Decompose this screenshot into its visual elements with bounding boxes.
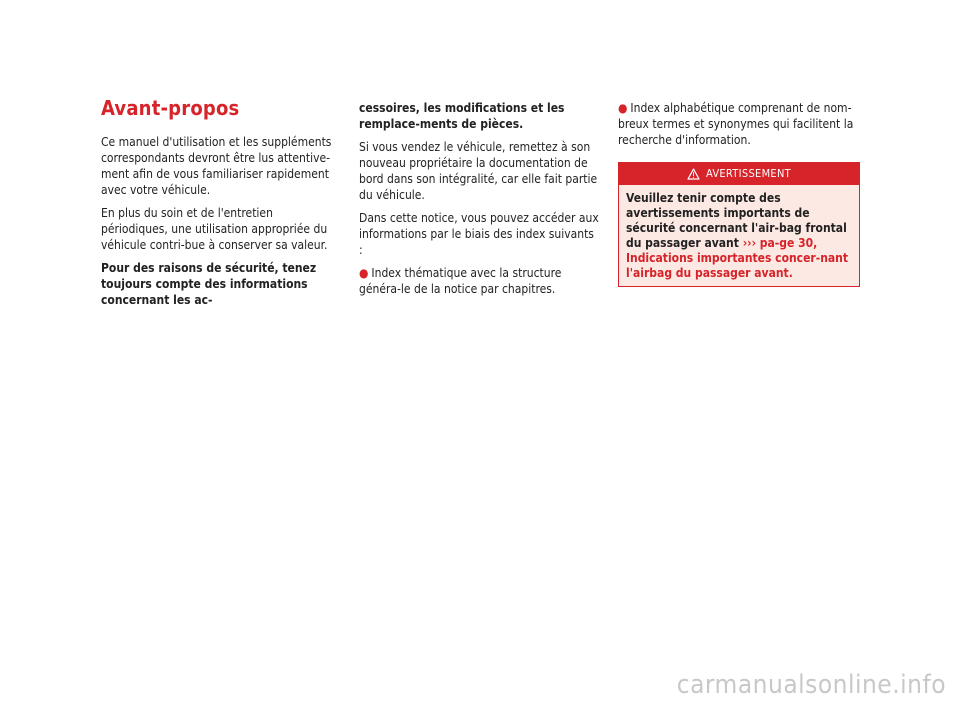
warning-triangle-icon (687, 168, 700, 180)
list-item-text: Index thématique avec la structure généra-le de la notice par chapitres. (359, 266, 562, 296)
resale-paragraph: Si vous vendez le véhicule, remettez à son nouveau propriétaire la documentation de bord dans son intégralité, car elle fait partie du véhicule. (359, 140, 598, 202)
list-item (359, 265, 599, 297)
list-item (618, 100, 860, 148)
warning-body (619, 185, 859, 286)
warning-header (619, 163, 859, 185)
warning-title: AVERTISSEMENT (705, 167, 792, 180)
watermark: carmanualsonline.info (676, 670, 946, 700)
intro-paragraph: Ce manuel d'utilisation et les suppléments correspondants devront être lus attentive-ment afin de vous familiariser rapidement avec votre véhicule. (101, 135, 332, 197)
care-paragraph: En plus du soin et de l'entretien périodiques, une utilisation appropriée du véhicule contri-bue à conserver sa valeur. (101, 206, 328, 252)
column-3 (618, 100, 860, 287)
index-intro-paragraph: Dans cette notice, vous pouvez accéder aux informations par le biais des index suivants : (359, 211, 599, 257)
column-2 (359, 100, 599, 304)
page-reference-arrows: ››› (742, 236, 757, 250)
list-item-text: Index alphabétique comprenant de nom-breux termes et synonymes qui facilitent la recherche d'information. (618, 101, 854, 147)
page-reference-link[interactable]: pa-ge 30, Indications importantes concer-nant l'airbag du passager avant. (626, 236, 849, 280)
warning-text: Veuillez tenir compte des avertissements importants de sécurité concernant l'air-bag frontal du passager avant (626, 191, 847, 250)
bullet-icon: ● (618, 101, 628, 115)
column-1 (101, 96, 339, 315)
accessories-paragraph: cessoires, les modifications et les remplace-ments de pièces. (359, 101, 565, 131)
warning-box (618, 162, 860, 287)
safety-paragraph: Pour des raisons de sécurité, tenez toujours compte des informations concernant les ac- (101, 261, 317, 307)
bullet-icon: ● (359, 266, 369, 280)
page-title: Avant-propos (101, 96, 240, 120)
